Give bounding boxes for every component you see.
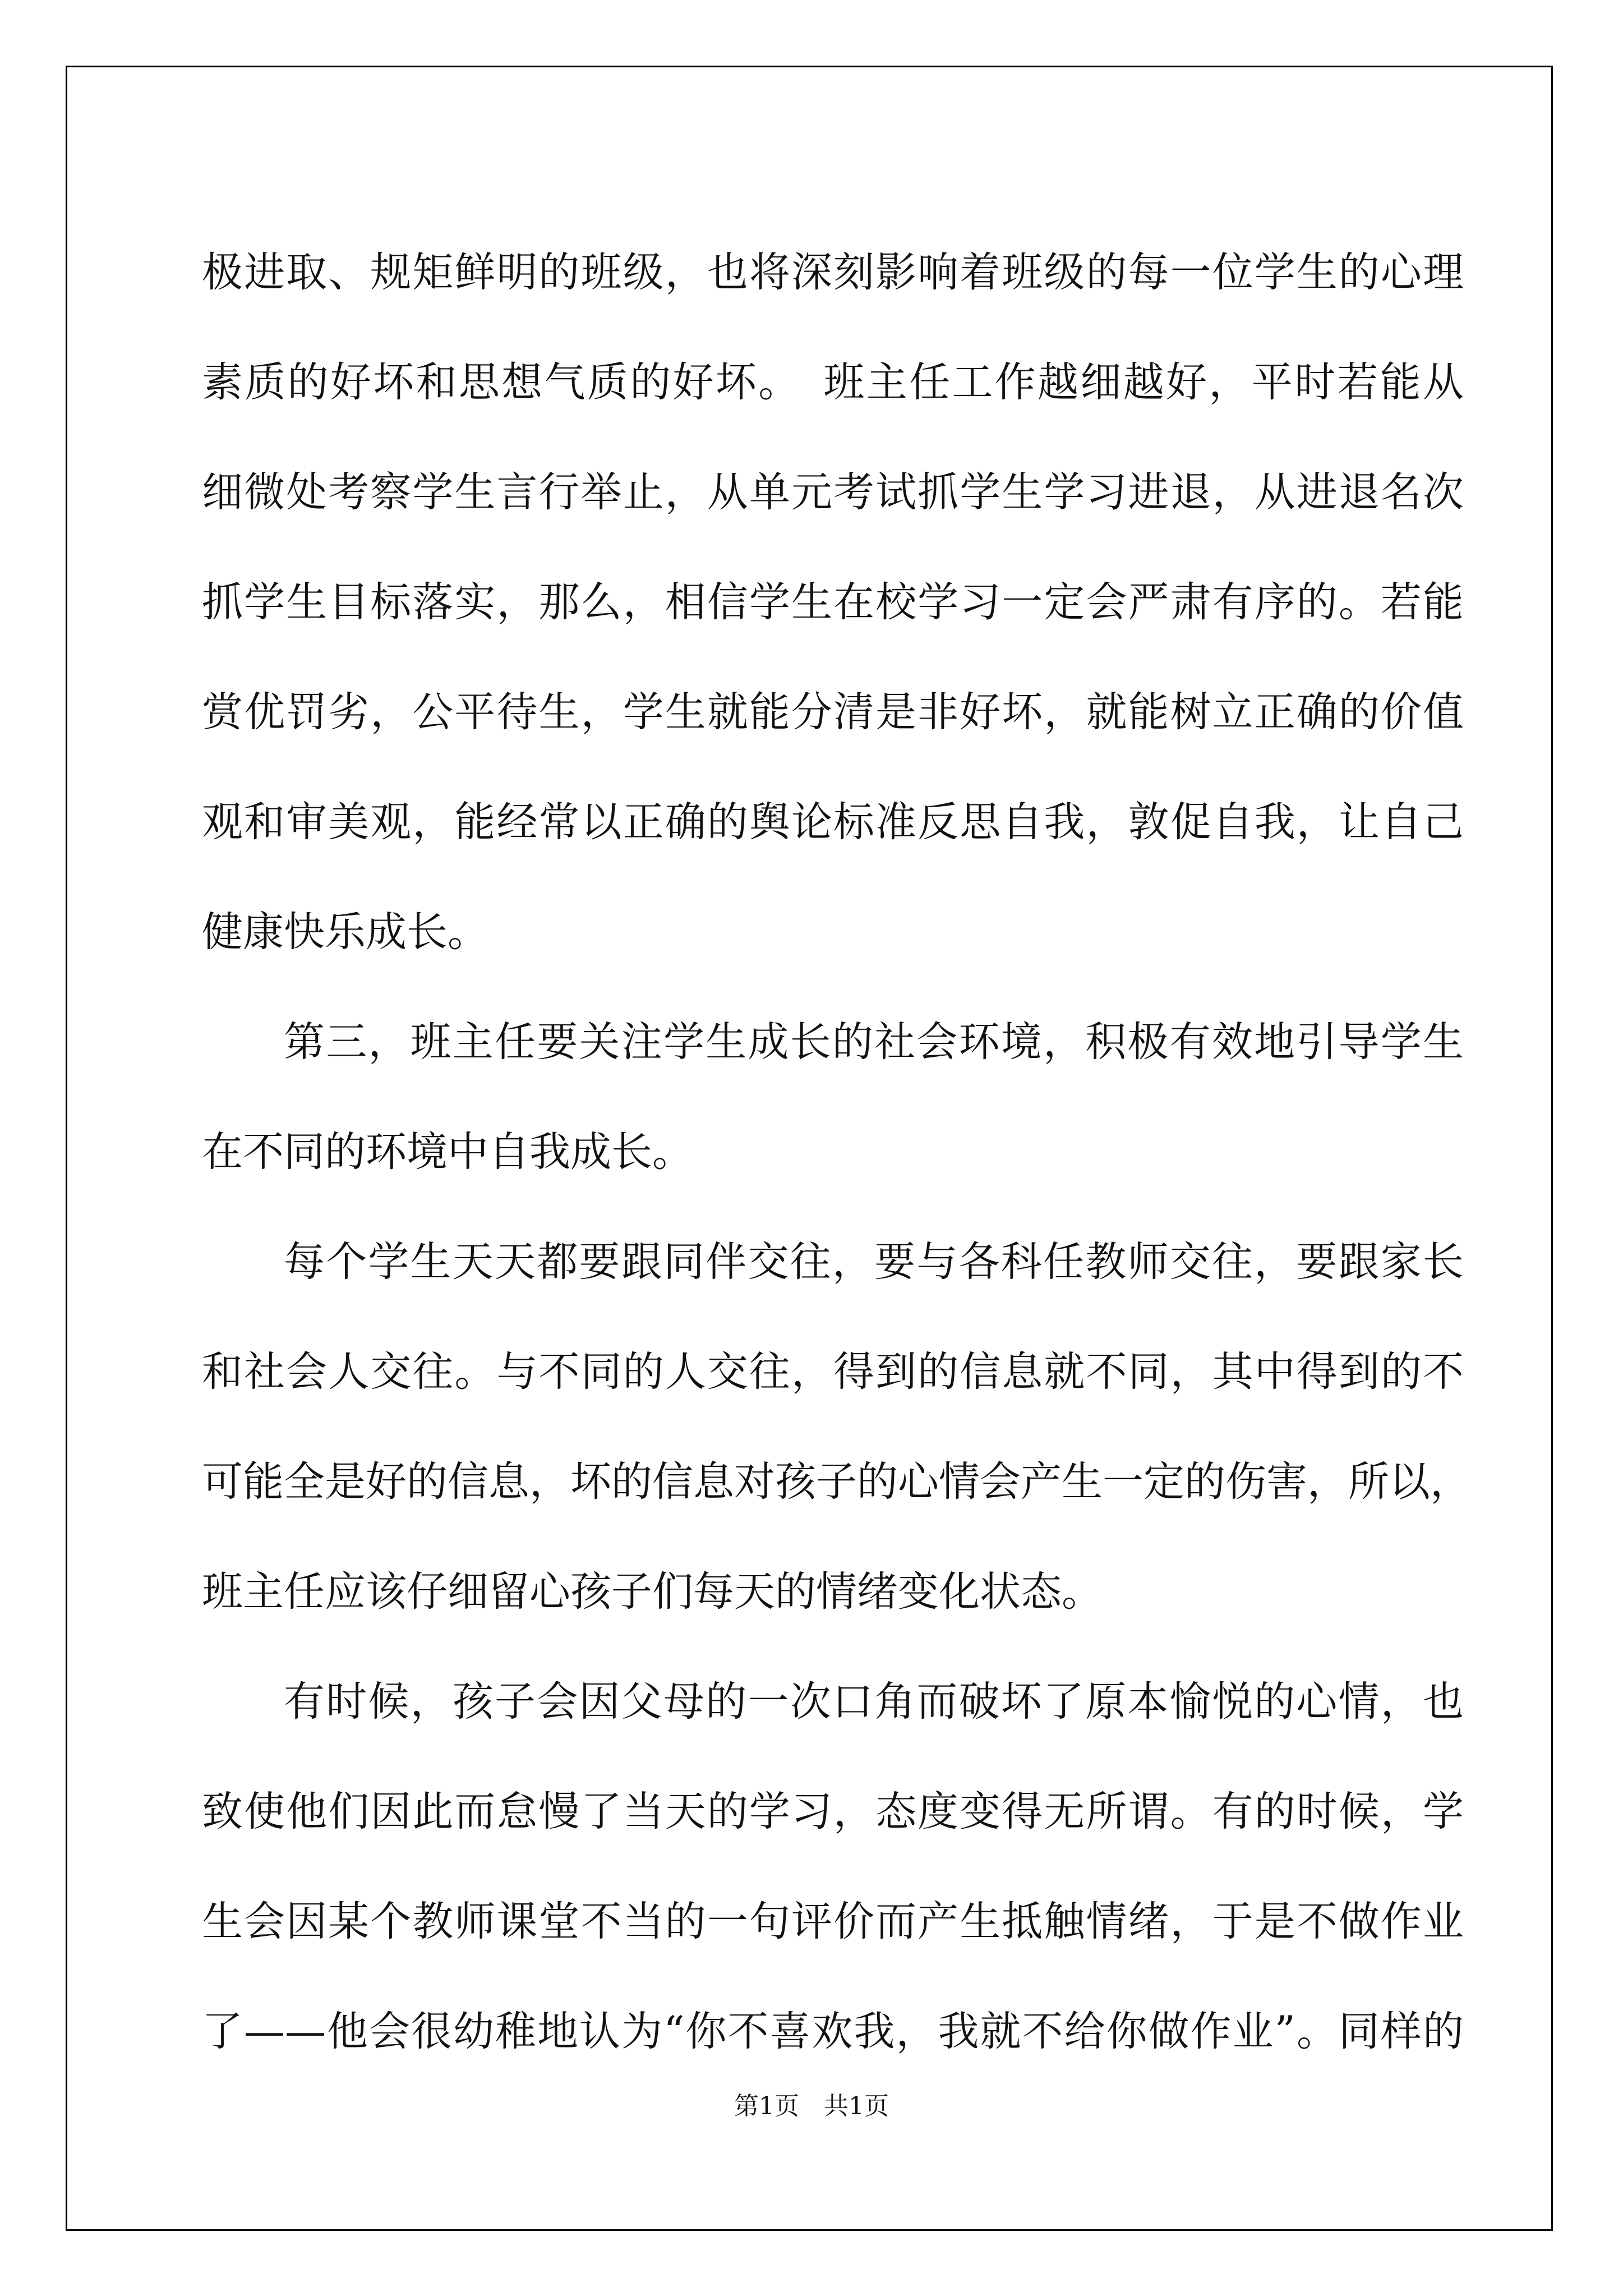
text-line: 有时候，孩子会因父母的一次口角而破坏了原本愉悦的心情，也 xyxy=(284,1678,1464,1726)
text-line: 抓学生目标落实，那么，相信学生在校学习一定会严肃有序的。若能 xyxy=(202,578,1464,626)
text-line: 班主任应该仔细留心孩子们每天的情绪变化状态。 xyxy=(202,1568,1103,1616)
text-line: 第三，班主任要关注学生成长的社会环境，积极有效地引导学生 xyxy=(284,1018,1464,1066)
text-line: 了——他会很幼稚地认为“你不喜欢我，我就不给你做作业”。同样的 xyxy=(202,2008,1464,2055)
text-line: 在不同的环境中自我成长。 xyxy=(202,1128,693,1176)
document-body xyxy=(202,218,1471,2087)
text-line: 可能全是好的信息，坏的信息对孩子的心情会产生一定的伤害，所以， xyxy=(202,1458,1471,1506)
text-line: 健康快乐成长。 xyxy=(202,908,488,956)
text-line: 细微处考察学生言行举止，从单元考试抓学生学习进退，从进退名次 xyxy=(202,468,1464,516)
text-line: 致使他们因此而怠慢了当天的学习，态度变得无所谓。有的时候，学 xyxy=(202,1788,1464,1835)
text-line: 素质的好坏和思想气质的好坏。 班主任工作越细越好，平时若能从 xyxy=(202,358,1464,406)
text-line: 赏优罚劣，公平待生，学生就能分清是非好坏，就能树立正确的价值 xyxy=(202,688,1464,736)
page-number-footer: 第1页 共1页 xyxy=(734,2092,889,2120)
text-line: 生会因某个教师课堂不当的一句评价而产生抵触情绪，于是不做作业 xyxy=(202,1898,1464,1945)
text-line: 极进取、规矩鲜明的班级，也将深刻影响着班级的每一位学生的心理 xyxy=(202,249,1464,296)
text-line: 和社会人交往。与不同的人交往，得到的信息就不同，其中得到的不 xyxy=(202,1348,1464,1396)
text-line: 观和审美观，能经常以正确的舆论标准反思自我，敦促自我，让自己 xyxy=(202,798,1464,846)
text-line: 每个学生天天都要跟同伴交往，要与各科任教师交往，要跟家长 xyxy=(284,1238,1464,1286)
